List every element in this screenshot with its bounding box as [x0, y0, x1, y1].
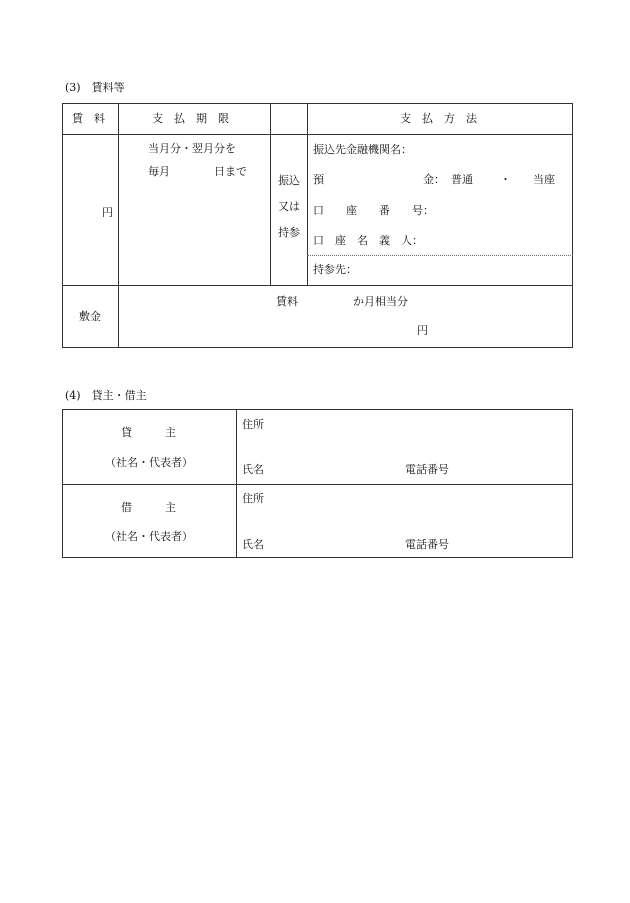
account-holder-label: 口 座 名 義 人：	[313, 234, 423, 247]
deposit-current: 当座	[533, 173, 555, 186]
bank-name-label: 振込先金融機関名：	[313, 143, 412, 156]
rent-unit: 円	[102, 206, 113, 219]
rent-table-row-divider	[62, 285, 573, 286]
method-label-bring: 持参	[278, 226, 300, 239]
header-method: 支 払 方 法	[400, 112, 477, 125]
rent-table	[62, 103, 573, 348]
security-deposit-label: 敷金	[79, 310, 101, 323]
landlord-subtitle: （社名・代表者）	[105, 456, 193, 469]
header-rent: 賃 料	[72, 112, 105, 125]
security-deposit-months: 賃料 か月相当分	[276, 295, 408, 308]
tenant-name-label: 氏名	[242, 538, 264, 551]
header-deadline: 支 払 期 限	[152, 112, 229, 125]
tenant-title: 借 主	[121, 501, 176, 514]
rent-col-divider-3	[307, 103, 308, 285]
method-label-or: 又は	[278, 200, 300, 213]
account-number-label: 口 座 番 号：	[313, 204, 434, 217]
landlord-phone-label: 電話番号	[405, 463, 449, 476]
rent-col-divider-2	[270, 103, 271, 285]
landlord-title: 貸 主	[121, 426, 176, 439]
landlord-address-label: 住所	[242, 418, 264, 431]
method-dotted-divider	[307, 255, 573, 256]
rent-table-header-divider	[62, 134, 573, 135]
parties-row-divider	[62, 484, 573, 485]
deposit-separator: ・	[500, 173, 511, 186]
tenant-phone-label: 電話番号	[405, 538, 449, 551]
bring-to-label: 持参先：	[313, 263, 357, 276]
landlord-name-label: 氏名	[242, 463, 264, 476]
method-label-transfer: 振込	[278, 174, 300, 187]
rent-col-divider-1	[118, 103, 119, 348]
deadline-line1: 当月分・翌月分を	[148, 142, 236, 155]
deadline-line2: 毎月 日まで	[148, 165, 247, 178]
tenant-address-label: 住所	[242, 492, 264, 505]
security-deposit-unit: 円	[417, 324, 428, 337]
section4-heading: (4) 貸主・借主	[65, 389, 147, 402]
parties-col-divider	[236, 409, 237, 558]
section3-heading: (3) 賃料等	[65, 81, 125, 94]
tenant-subtitle: （社名・代表者）	[105, 530, 193, 543]
deposit-type-label: 預 金：	[313, 173, 445, 186]
deposit-ordinary: 普通	[451, 173, 473, 186]
